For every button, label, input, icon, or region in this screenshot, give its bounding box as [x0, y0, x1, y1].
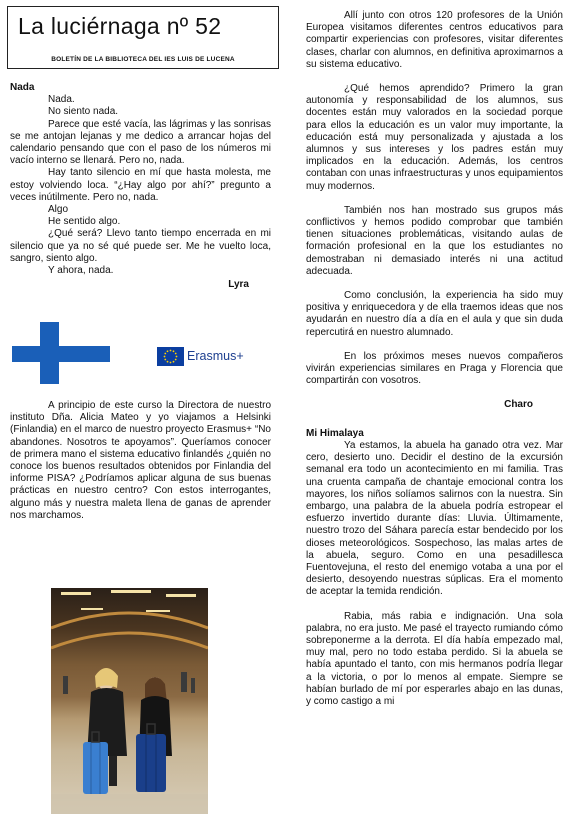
right-column: [306, 10, 563, 708]
poem-heading: Nada: [10, 82, 35, 93]
finland-flag: [12, 322, 110, 384]
newsletter-subtitle: BOLETÍN DE LA BIBLIOTECA DEL IES LUIS DE LUCENA: [51, 56, 235, 63]
poem-paragraph: Hay tanto silencio en mí que hasta molesta, me estoy volviendo loca. “¿Hay algo por ahí?” pregunto a veces inútilmente. Pero no, nada.: [10, 167, 271, 203]
poem-line: He sentido algo.: [48, 216, 121, 228]
story-paragraph: Ya estamos, la abuela ha ganado otra vez. Mar cero, desierto uno. Decidir el destino de la excursión semanal era todo un acontecimiento en mi familia. Tras una cruenta campaña de chantaje emocional contra los mayores, los niños solíamos salirnos con la nuestra. Sin embargo, una palabra de la abuela podría estropear el esfuerzo invertido durante días: Lluvia. Últimamente, nuestro trozo del Sáhara parecía estar bendecido por los dioses meteorológicos. Sospechoso, las malas artes de la abuela, seguro. Como en una pesadillesca Fuentovejuna, el resto del enemigo votaba a una por el desierto, desoyendo nuestras súplicas. Era el momento de aceptar la temida rendición.: [306, 439, 563, 598]
poem-paragraph: ¿Qué será? Llevo tanto tiempo encerrada en mi silencio que ya no sé qué puede ser. Me he vuelto loca, sangro, siento algo.: [10, 228, 271, 264]
masthead: [7, 6, 279, 69]
article-paragraph: A principio de este curso la Directora de nuestro instituto Dña. Alicia Mateo y yo viajamos a Helsinki (Finlandia) en el marco de nuestro proyecto Erasmus+ “No abandones. Nosotros te apoyamos”. Queríamos conocer de primera mano el sistema educativo finlandés ¿quién no conoce los buenos resultados obtenidos por Finlandia del informe PISA? ¿Podríamos aplicar alguna de sus buenas prácticas en nuestro centro? Con estos interrogantes, alguno más y nuestra maleta llena de ganas de aprender nos marchamos.: [10, 400, 271, 521]
erasmus-logo: [157, 347, 247, 367]
himalaya-heading: Mi Himalaya: [306, 427, 364, 439]
article-paragraph: También nos han mostrado sus grupos más conflictivos y hemos podido comprobar que también tienen situaciones problemáticas, visitando aulas de formación profesional en la que los estudiantes no demostraban ni demasiado interés ni una actitud adecuada.: [306, 204, 563, 277]
poem-line: Algo: [48, 204, 69, 216]
article-paragraph: Como conclusión, la experiencia ha sido muy positiva y enriquecedora y de ella traemos ideas que nos ayudarán en nuestro día a día en el aula y que sin duda repercutirá en nuestro alumnado.: [306, 290, 563, 338]
story-paragraph: Rabia, más rabia e indignación. Una sola palabra, no era justo. Me pasé el trayecto rumiando cómo sobreponerme a la derrota. El día había empezado mal, muy mal, pero no todo estaba perdido. Si la abuela se había apuntado el tanto, con mis hermanos podría llegar a la victoria, o por lo menos al empate. Siempre se habían burlado de mí por esperarles abajo en las dunas, y como castigo a mi: [306, 610, 563, 707]
flag-cross-horizontal: [12, 346, 110, 362]
eu-flag-icon: [157, 347, 184, 366]
erasmus-article-intro: [10, 400, 271, 522]
poem-line: No siento nada.: [48, 106, 119, 118]
eu-stars-icon: [157, 347, 184, 366]
article-author: Charo: [504, 399, 533, 411]
erasmus-wordmark: Erasmus+: [187, 349, 244, 363]
poem-line: Y ahora, nada.: [48, 265, 114, 277]
travel-photo: [51, 588, 208, 814]
poem-paragraph: Parece que esté vacía, las lágrimas y las sonrisas se me antojan lejanas y me dedico a arrancar hojas del calendario pensando que con el paso de los números mi vacío interno se llenará. Pero no, nada.: [10, 118, 271, 167]
poem-section: [10, 82, 271, 291]
poem-line: Nada.: [48, 94, 75, 106]
article-paragraph: En los próximos meses nuevos compañeros vivirán experiencias similares en Praga y Florencia que compartirán con vosotros.: [306, 350, 563, 387]
article-paragraph: ¿Qué hemos aprendido? Primero la gran autonomía y responsabilidad de los alumnos, sus docentes están muy valorados en la sociedad porque para ellos la educación es un valor muy importante, la educación está muy personalizada y ajustada a los alumnos y sus intereses y los padres están muy implicados en la educación. Además, los centros contaban con unas infraestructuras y unos equipamientos muy modernos.: [306, 83, 563, 192]
newsletter-title: La luciérnaga nº 52: [18, 13, 222, 39]
article-paragraph: Allí junto con otros 120 profesores de la Unión Europea visitamos diferentes centros educativos para compartir experiencias con profesores, visitar diferentes clases, charlar con alumnos, en definitiva aproximarnos a su sistema educativo.: [306, 10, 563, 70]
poem-author: Lyra: [228, 279, 249, 291]
photo-illustration: [51, 588, 208, 814]
